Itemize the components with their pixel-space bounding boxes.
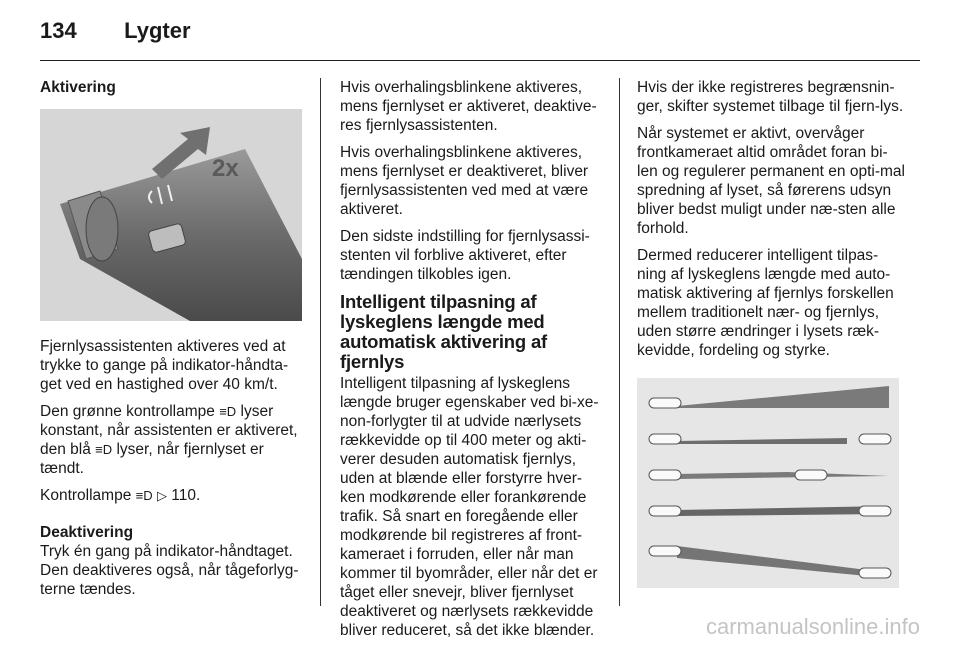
high-beam-icon: ≡D: [95, 442, 113, 457]
paragraph: Den grønne kontrollampe ≡D lyser konstant, når assistenten er aktiveret, den blå ≡D lyser, når fjernlyset er tændt.: [40, 403, 298, 477]
beam-pattern-figure: [637, 378, 899, 588]
paragraph: Hvis overhalingsblinkene aktiveres, mens fjernlyset er deaktiveret, bliver fjernlysassistenten ved med at være aktiveret.: [340, 144, 589, 218]
chapter-title: Lygter: [124, 18, 191, 43]
column-divider: [619, 78, 620, 606]
page-reference-icon: ▷: [156, 488, 167, 503]
paragraph: Når systemet er aktivt, overvåger frontkameraet altid området foran bi-len og regulerer permanent en opti-mal spredning af lyset, så førerens udsyn bliver bedst muligt under næ-sten alle forhold.: [637, 125, 905, 237]
header-rule: [40, 60, 920, 61]
column-2: [340, 78, 605, 648]
watermark: carmanualsonline.info: [705, 614, 920, 639]
section-heading-deactivation: Deaktivering: [40, 524, 134, 541]
column-3: [637, 78, 905, 588]
paragraph: Den sidste indstilling for fjernlysassi-stenten vil forblive aktiveret, efter tændingen tilkobles igen.: [340, 228, 590, 283]
column-1: [40, 78, 308, 607]
section-heading-activation: Aktivering: [40, 79, 116, 96]
figure-label-2x: 2x: [212, 155, 239, 182]
car-icon: [649, 398, 681, 408]
paragraph: Tryk én gang på indikator-håndtaget. Den deaktiveres også, når tågeforlyg-terne tændes.: [40, 543, 299, 598]
high-beam-assist-icon: ≡D: [135, 488, 153, 503]
column-divider: [320, 78, 321, 606]
paragraph: Fjernlysassistenten aktiveres ved at trykke to gange på indikator-håndta-get ved en hastighed over 40 km/t.: [40, 338, 289, 393]
section-heading-intelligent-light: Intelligent tilpasning af lyskeglens længde med automatisk aktivering af fjernlys: [340, 291, 547, 372]
paragraph: Hvis overhalingsblinkene aktiveres, mens fjernlyset er aktiveret, deaktive-res fjernlysassistenten.: [340, 79, 597, 134]
page-number: 134: [40, 18, 77, 43]
page-header: [40, 18, 191, 44]
paragraph: Kontrollampe ≡D ▷ 110.: [40, 487, 201, 504]
paragraph: Dermed reducerer intelligent tilpas-ning af lyskeglens længde med auto-matisk aktivering af fjernlys forskellen mellem traditionelt nær- og fjernlys, uden større ændringer i lysets ræk-kevidde, fordeling og styrke.: [637, 247, 894, 359]
high-beam-assist-icon: ≡D: [219, 404, 237, 419]
indicator-stalk-figure: [40, 109, 302, 321]
paragraph: Hvis der ikke registreres begrænsnin-ger, skifter systemet tilbage til fjern-lys.: [637, 79, 904, 115]
paragraph: Intelligent tilpasning af lyskeglens længde bruger egenskaber ved bi-xe-non-forlygter til at udvide nærlysets rækkevidde op til 400 meter og akti-verer desuden automatisk fjernlys, uden at blænde eller forstyrre hver-ken modkørende eller forankørende trafik. Så snart en foregående eller modkørende bil registreres af front-kameraet i forruden, eller når man kommer til byområder, eller når det er tåget eller snevejr, bliver fjernlyset deaktiveret og nærlysets rækkevidde bliver reduceret, så det ikke blænder.: [340, 375, 599, 639]
